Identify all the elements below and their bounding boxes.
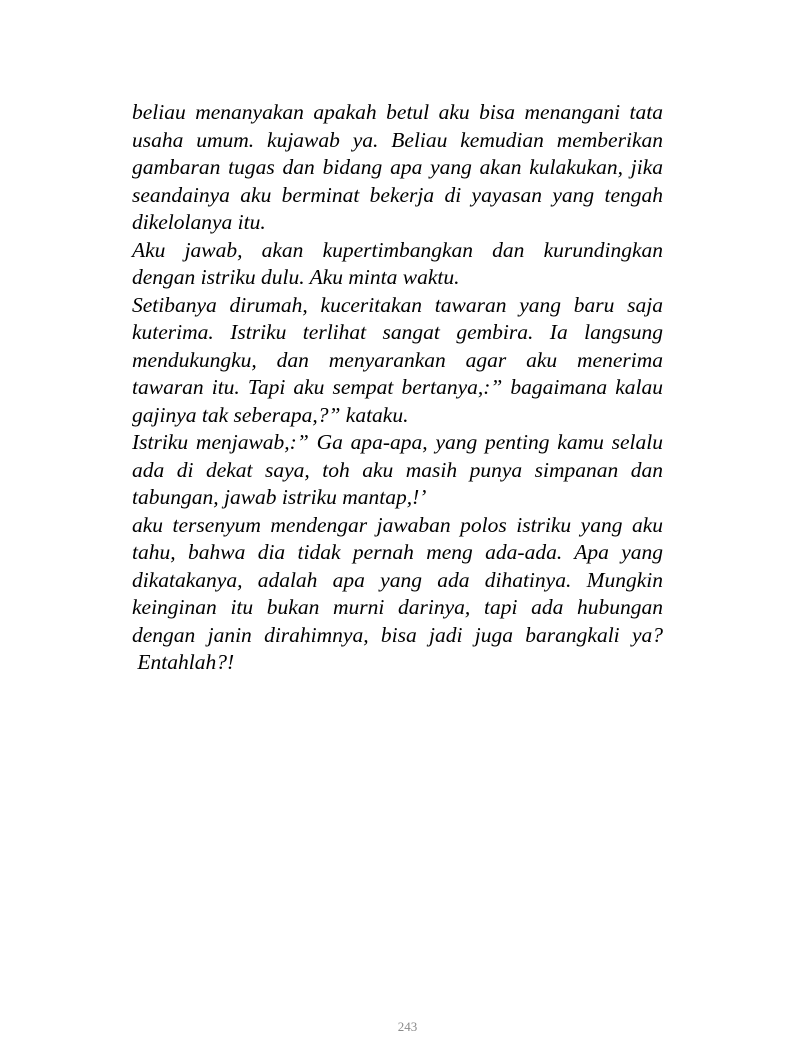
text-line: aku tersenyum mendengar jawaban polos istriku yang aku	[132, 512, 663, 537]
text-line: tabungan, jawab istriku mantap,!’	[132, 485, 427, 509]
text-line: tawaran itu. Tapi aku sempat bertanya,:” bagaimana kalau	[132, 375, 663, 399]
text-line: keinginan itu bukan murni darinya, tapi ada hubungan	[132, 595, 663, 619]
text-line: gambaran tugas dan bidang apa yang akan kulakukan, jika	[132, 155, 663, 179]
text-line: tahu, bahwa dia tidak pernah meng ada-ada. Apa yang	[132, 540, 663, 564]
text-line: dikatakanya, adalah apa yang ada dihatinya. Mungkin	[132, 567, 663, 592]
text-line: mendukungku, dan menyarankan agar aku menerima	[132, 347, 663, 372]
text-line: ada di dekat saya, toh aku masih punya simpanan dan	[132, 457, 663, 482]
text-line: dengan janin dirahimnya, bisa jadi juga barangkali ya?	[132, 622, 663, 647]
text-line: Aku jawab, akan kupertimbangkan dan kurundingkan	[132, 237, 663, 262]
text-line: Istriku menjawab,:” Ga apa-apa, yang penting kamu selalu	[132, 430, 663, 454]
text-line: kuterima. Istriku terlihat sangat gembira. Ia langsung	[132, 320, 663, 344]
text-line: usaha umum. kujawab ya. Beliau kemudian memberikan	[132, 127, 663, 152]
text-line: Entahlah?!	[132, 650, 235, 674]
text-line: Setibanya dirumah, kuceritakan tawaran yang baru saja	[132, 292, 663, 317]
page-number: 243	[397, 1019, 418, 1034]
text-line: gajinya tak seberapa,?” kataku.	[132, 402, 409, 427]
text-line: dikelolanya itu.	[132, 210, 266, 234]
text-line: seandainya aku berminat bekerja di yayasan yang tengah	[132, 182, 663, 207]
body-text	[132, 99, 663, 677]
text-line: dengan istriku dulu. Aku minta waktu.	[132, 265, 460, 289]
text-line: beliau menanyakan apakah betul aku bisa menangani tata	[132, 100, 663, 124]
